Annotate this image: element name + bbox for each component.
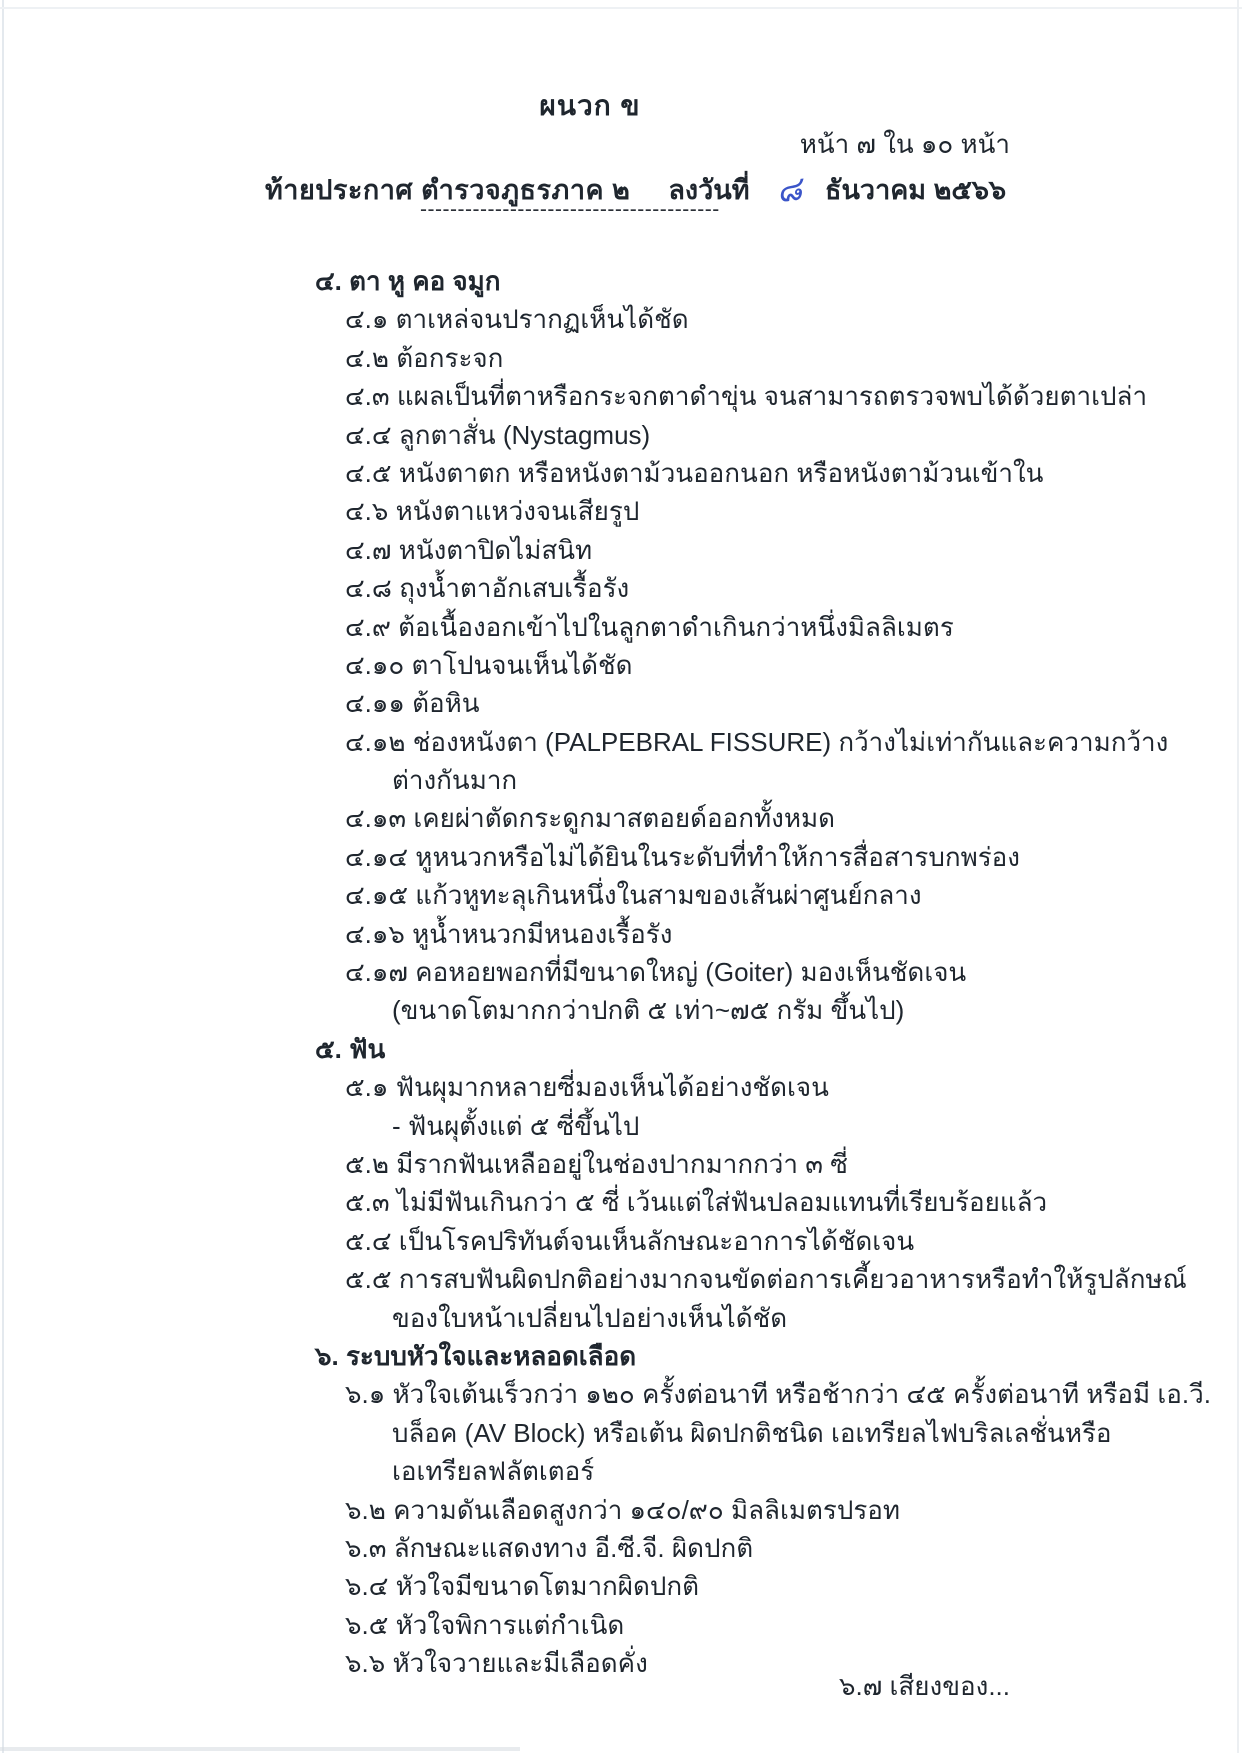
list-item: ๖.๕ หัวใจพิการแต่กำเนิด	[345, 1609, 625, 1640]
list-item: ๔.๑๔ หูหนวกหรือไม่ได้ยินในระดับที่ทำให้การสื่อสารบกพร่อง	[345, 841, 1020, 872]
list-item: ๔.๒ ต้อกระจก	[345, 342, 504, 373]
list-item: ๔.๗ หนังตาปิดไม่สนิท	[345, 534, 593, 565]
scan-edge-artifact	[0, 1747, 520, 1751]
list-item: ๔.๑๗ คอหอยพอกที่มีขนาดใหญ่ (Goiter) มองเห็นชัดเจน	[345, 957, 967, 988]
dashed-divider: ----------------------------------------	[420, 198, 720, 221]
list-item-continuation: ของใบหน้าเปลี่ยนไปอย่างเห็นได้ชัด	[392, 1302, 788, 1333]
date-suffix: ธันวาคม ๒๕๖๖	[824, 175, 1007, 205]
list-item: ๔.๑๓ เคยผ่าตัดกระดูกมาสตอยด์ออกทั้งหมด	[345, 803, 836, 834]
continuation-footer: ๖.๗ เสียงของ...	[839, 1671, 1010, 1701]
list-item: ๖.๑ หัวใจเต้นเร็วกว่า ๑๒๐ ครั้งต่อนาที หรือช้ากว่า ๔๕ ครั้งต่อนาที หรือมี เอ.วี.	[345, 1379, 1211, 1410]
page-number: หน้า ๗ ใน ๑๐ หน้า	[799, 129, 1010, 159]
list-item: ๖.๖ หัวใจวายและมีเลือดคั่ง	[345, 1648, 648, 1679]
list-item: ๔.๑๐ ตาโปนจนเห็นได้ชัด	[345, 649, 633, 680]
list-item: ๖.๒ ความดันเลือดสูงกว่า ๑๔๐/๙๐ มิลลิเมตรปรอท	[345, 1494, 901, 1525]
document-body	[0, 262, 1242, 1682]
list-item: ๔.๔ ลูกตาสั่น (Nystagmus)	[345, 419, 651, 450]
list-item: ๕.๑ ฟันผุมากหลายซี่มองเห็นได้อย่างชัดเจน	[345, 1072, 829, 1103]
list-item: ๔.๑๒ ช่องหนังตา (PALPEBRAL FISSURE) กว้างไม่เท่ากันและความกว้าง	[345, 726, 1169, 757]
list-item: ๔.๙ ต้อเนื้องอกเข้าไปในลูกตาดำเกินกว่าหนึ่งมิลลิเมตร	[345, 611, 954, 642]
section-header-1: ๔. ตา หู คอ จมูก	[315, 266, 501, 296]
list-item: ๔.๓ แผลเป็นที่ตาหรือกระจกตาดำขุ่น จนสามารถตรวจพบได้ด้วยตาเปล่า	[345, 381, 1148, 412]
list-item: ๕.๔ เป็นโรคปริทันต์จนเห็นลักษณะอาการได้ชัดเจน	[345, 1225, 915, 1256]
list-item: ๕.๒ มีรากฟันเหลืออยู่ในช่องปากมากกว่า ๓ ซี่	[345, 1148, 848, 1179]
appendix-title: ผนวก ข	[539, 90, 641, 121]
section-header-3: ๖. ระบบหัวใจและหลอดเลือด	[315, 1340, 637, 1371]
list-item-continuation: บล็อค (AV Block) หรือเต้น ผิดปกติชนิด เอเทรียลไฟบริลเลชั่นหรือ	[392, 1417, 1112, 1448]
list-item-continuation: (ขนาดโตมากกว่าปกติ ๕ เท่า~๗๕ กรัม ขึ้นไป)	[392, 995, 905, 1026]
list-item: ๕.๕ การสบฟันผิดปกติอย่างมากจนขัดต่อการเคี้ยวอาหารหรือทำให้รูปลักษณ์	[345, 1264, 1187, 1295]
list-item: ๔.๑๑ ต้อหิน	[345, 688, 480, 719]
date-label: ลงวันที่	[668, 175, 750, 205]
handwritten-day: ๘	[773, 169, 804, 210]
list-item: ๖.๓ ลักษณะแสดงทาง อี.ซี.จี. ผิดปกติ	[345, 1532, 754, 1563]
announcement-prefix: ท้ายประกาศ ตำรวจภูธรภาค ๒	[265, 175, 631, 205]
section-header-2: ๕. ฟัน	[315, 1033, 386, 1064]
list-item: ๔.๖ หนังตาแหว่งจนเสียรูป	[345, 496, 640, 527]
scan-edge-artifact	[0, 7, 1242, 9]
list-item-continuation: - ฟันผุตั้งแต่ ๕ ซี่ขึ้นไป	[392, 1110, 640, 1141]
list-item: ๖.๔ หัวใจมีขนาดโตมากผิดปกติ	[345, 1571, 700, 1602]
list-item-continuation: เอเทรียลฟลัตเตอร์	[392, 1456, 595, 1487]
list-item-continuation: ต่างกันมาก	[392, 765, 518, 796]
list-item: ๔.๕ หนังตาตก หรือหนังตาม้วนออกนอก หรือหนังตาม้วนเข้าใน	[345, 457, 1044, 488]
list-item: ๕.๓ ไม่มีฟันเกินกว่า ๕ ซี่ เว้นแต่ใส่ฟันปลอมแทนที่เรียบร้อยแล้ว	[345, 1187, 1048, 1218]
list-item: ๔.๑๖ หูน้ำหนวกมีหนองเรื้อรัง	[345, 918, 673, 949]
list-item: ๔.๘ ถุงน้ำตาอักเสบเรื้อรัง	[345, 573, 630, 604]
list-item: ๔.๑ ตาเหล่จนปรากฏเห็นได้ชัด	[345, 304, 689, 335]
list-item: ๔.๑๕ แก้วหูทะลุเกินหนึ่งในสามของเส้นผ่าศูนย์กลาง	[345, 880, 922, 911]
